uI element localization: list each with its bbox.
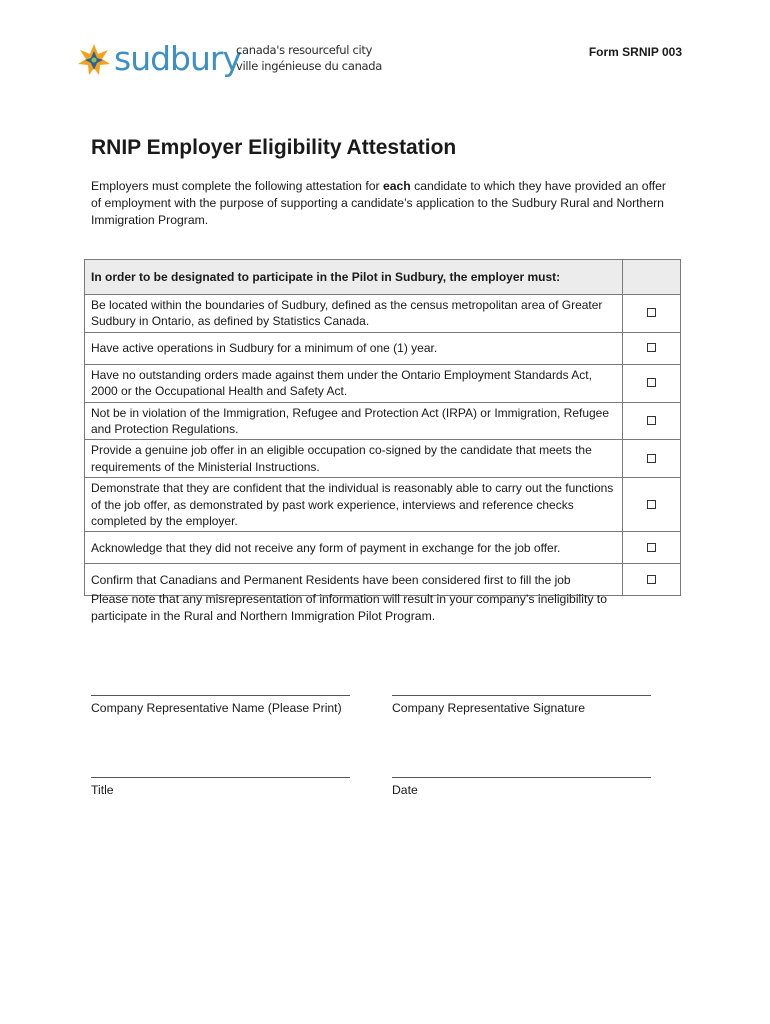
- intro-bold-word: each: [382, 179, 411, 193]
- name-field-label: Company Representative Name (Please Print): [91, 701, 342, 715]
- logo-tagline-en: canada's resourceful city: [236, 43, 373, 57]
- requirement-text: Provide a genuine job offer in an eligible occupation co-signed by the candidate that meets the requirements of the Ministerial Instructions.: [85, 440, 623, 478]
- sudbury-logo: [76, 39, 383, 80]
- name-field-line[interactable]: [91, 694, 350, 696]
- table-row: [85, 364, 681, 402]
- requirement-text: Not be in violation of the Immigration, Refugee and Protection Act (IRPA) or Immigration, Refugee and Protection Regulations.: [85, 402, 623, 440]
- date-field-label: Date: [392, 783, 418, 797]
- signature-field-label: Company Representative Signature: [392, 701, 586, 715]
- requirement-checkbox-cell: [623, 478, 681, 532]
- signature-block: [392, 694, 651, 715]
- requirement-checkbox-cell: [623, 402, 681, 440]
- date-block: [392, 776, 651, 797]
- requirement-text: Demonstrate that they are confident that the individual is reasonably able to carry out the functions of the job offer, as demonstrated by past work experience, interviews and reference checks completed by the employer.: [85, 478, 623, 532]
- page-title: RNIP Employer Eligibility Attestation: [91, 136, 457, 159]
- checkbox[interactable]: [647, 343, 656, 352]
- logo-wordmark: sudbury: [114, 39, 242, 78]
- checkbox[interactable]: [647, 416, 656, 425]
- table-row: [85, 332, 681, 364]
- requirement-checkbox-cell: [623, 364, 681, 402]
- checkbox[interactable]: [647, 308, 656, 317]
- checkbox[interactable]: [647, 543, 656, 552]
- requirements-table: [84, 259, 681, 596]
- table-row: [85, 402, 681, 440]
- table-row: [85, 478, 681, 532]
- checkbox[interactable]: [647, 500, 656, 509]
- table-row: [85, 295, 681, 333]
- requirement-checkbox-cell: [623, 532, 681, 564]
- requirement-text: Be located within the boundaries of Sudbury, defined as the census metropolitan area of Greater Sudbury in Ontario, as defined by Statistics Canada.: [85, 295, 623, 333]
- requirement-text: Acknowledge that they did not receive any form of payment in exchange for the job offer.: [85, 532, 623, 564]
- table-header: In order to be designated to participate in the Pilot in Sudbury, the employer must:: [85, 260, 623, 295]
- intro-text-start: Employers must complete the following attestation for: [91, 179, 383, 193]
- intro-text-end: candidate to which they have provided an offer of employment with the purpose of supporting a candidate’s application to the Sudbury Rural and Northern Immigration Program.: [91, 179, 666, 227]
- title-block: [91, 776, 350, 797]
- table-header-row: [85, 260, 681, 295]
- title-field-label: Title: [91, 783, 114, 797]
- intro-paragraph: [91, 178, 671, 229]
- logo-tagline-fr: ville ingénieuse du canada: [236, 59, 383, 73]
- requirement-text: Confirm that Canadians and Permanent Residents have been considered first to fill the job: [85, 564, 623, 596]
- requirement-checkbox-cell: [623, 440, 681, 478]
- date-field-line[interactable]: [392, 776, 651, 778]
- requirement-text: Have active operations in Sudbury for a minimum of one (1) year.: [85, 332, 623, 364]
- name-signature-block: [91, 694, 350, 715]
- table-row: [85, 532, 681, 564]
- signature-field-line[interactable]: [392, 694, 651, 696]
- misrepresentation-note: Please note that any misrepresentation of information will result in your company’s ineligibility to participate in the Rural and Northern Immigration Pilot Program.: [91, 592, 607, 623]
- requirement-checkbox-cell: [623, 332, 681, 364]
- form-number: Form SRNIP 003: [588, 45, 682, 59]
- table-row: [85, 440, 681, 478]
- requirement-text: Have no outstanding orders made against them under the Ontario Employment Standards Act, 2000 or the Occupational Health and Safety Act.: [85, 364, 623, 402]
- checkbox[interactable]: [647, 575, 656, 584]
- checkbox[interactable]: [647, 378, 656, 387]
- title-field-line[interactable]: [91, 776, 350, 778]
- checkbox[interactable]: [647, 454, 656, 463]
- requirement-checkbox-cell: [623, 295, 681, 333]
- maple-leaf-icon: [76, 42, 112, 78]
- table-header-checkbox-column: [623, 260, 681, 295]
- logo-tagline: [236, 43, 382, 73]
